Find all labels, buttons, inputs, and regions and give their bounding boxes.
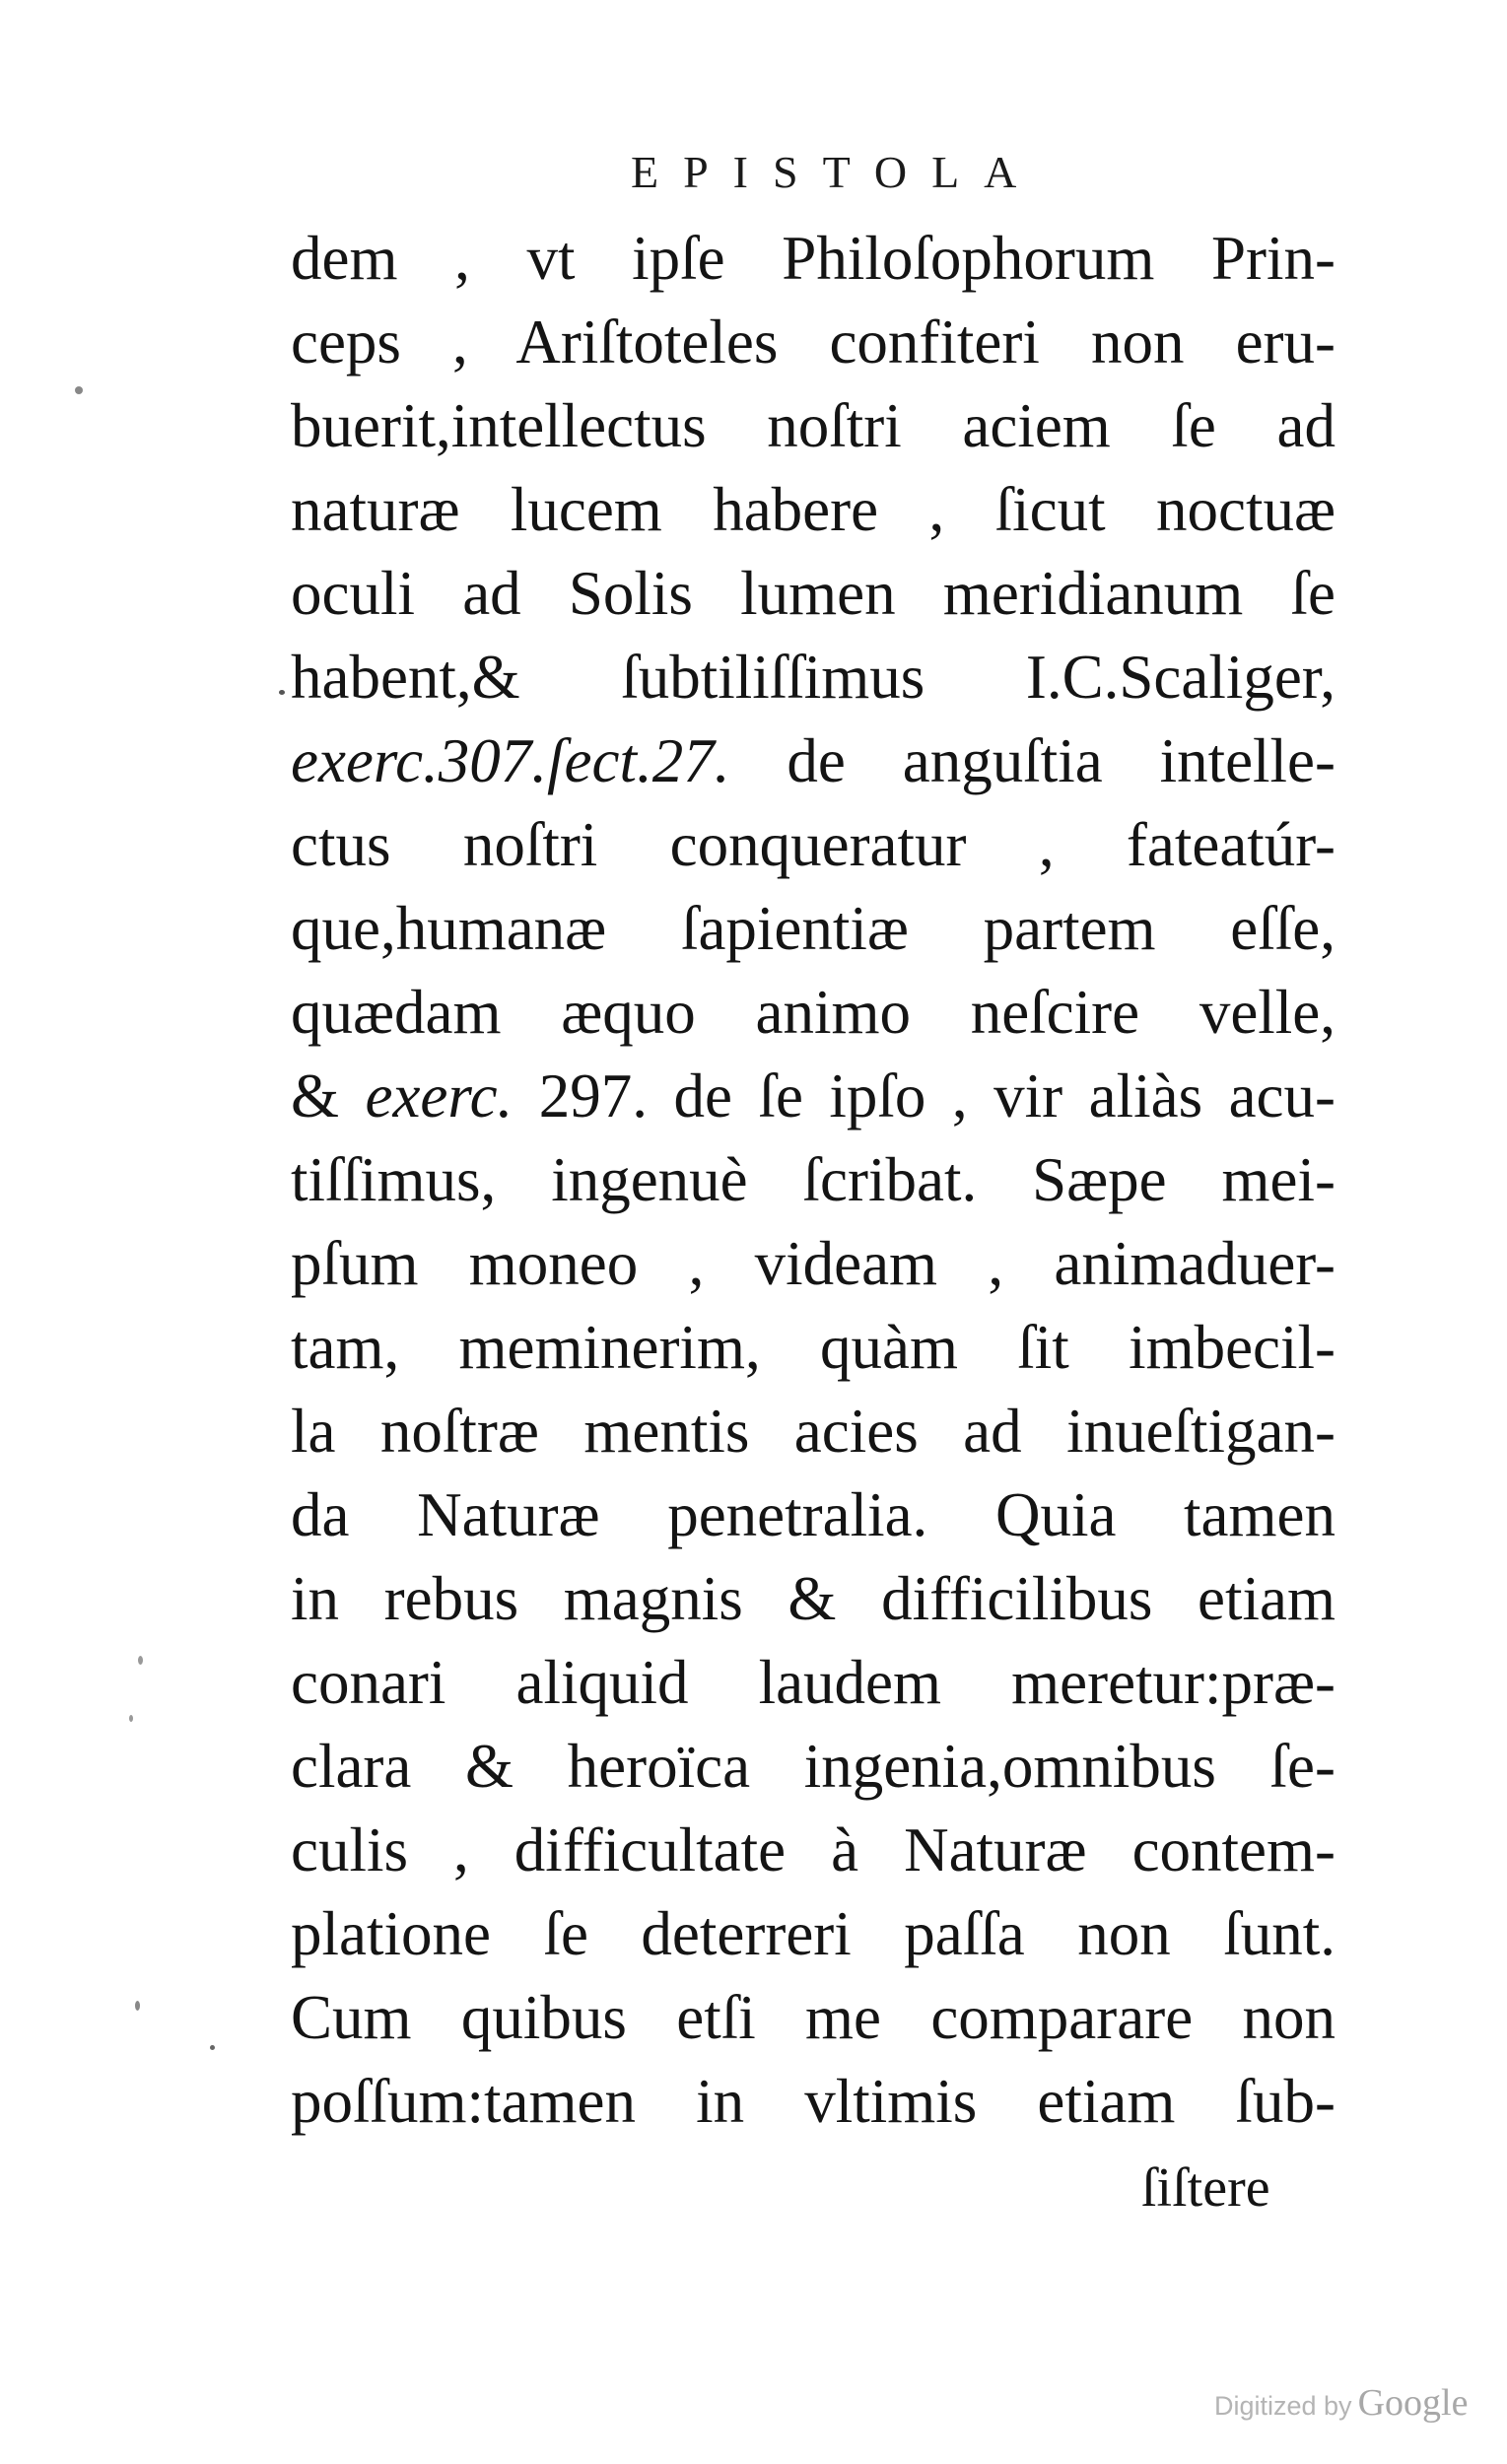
text-line [291, 1976, 1336, 2060]
text-run: ceps , Ariſtoteles confiteri non eru- [291, 308, 1336, 376]
text-line [291, 2060, 1336, 2144]
body-text [291, 217, 1336, 2144]
text-run: 297. de ſe ipſo , vir aliàs acu- [513, 1061, 1336, 1130]
text-line [291, 971, 1336, 1055]
text-run: dem , vt ipſe Philoſophorum Prin- [291, 224, 1336, 293]
text-line [291, 1809, 1336, 1892]
scan-speck [210, 2045, 215, 2050]
text-run: poſſum:tamen in vltimis etiam ſub- [291, 2067, 1336, 2136]
text-line [291, 1306, 1336, 1390]
text-line [291, 1725, 1336, 1809]
running-head: EPISTOLA [631, 147, 1042, 197]
text-italic-run: exerc. [365, 1061, 514, 1130]
text-run: in rebus magnis & difficilibus etiam [291, 1564, 1336, 1633]
text-run: de anguſtia intelle- [729, 726, 1336, 795]
text-run: que,humanæ ſapientiæ partem eſſe, [291, 894, 1336, 963]
text-run: & [291, 1061, 366, 1130]
text-run: naturæ lucem habere , ſicut noctuæ [291, 475, 1336, 544]
text-line [291, 552, 1336, 636]
text-run: tiſſimus, ingenuè ſcribat. Sæpe mei- [291, 1145, 1336, 1214]
scan-speck [129, 1715, 133, 1722]
catchword: ſiſtere [1141, 2157, 1270, 2219]
watermark-brand: Google [1357, 2382, 1469, 2424]
text-line [291, 1557, 1336, 1641]
text-line [291, 803, 1336, 887]
text-line [291, 636, 1336, 719]
scan-speck [75, 386, 83, 394]
digitization-watermark [1214, 2381, 1468, 2425]
text-line [291, 384, 1336, 468]
text-run: platione ſe deterreri paſſa non ſunt. [291, 1899, 1336, 1968]
text-run: tam, meminerim, quàm ſit imbecil- [291, 1313, 1336, 1382]
text-line [291, 217, 1336, 301]
text-line [291, 1892, 1336, 1976]
text-run: oculi ad Solis lumen meridianum ſe [291, 559, 1336, 628]
text-line [291, 1390, 1336, 1473]
text-line [291, 1641, 1336, 1725]
text-run: buerit,intellectus noſtri aciem ſe ad [291, 391, 1336, 460]
scan-speck [279, 690, 285, 695]
watermark-prefix: Digitized by [1214, 2391, 1352, 2421]
text-line [291, 719, 1336, 803]
text-line [291, 887, 1336, 971]
scan-speck [138, 1656, 143, 1665]
text-line [291, 1138, 1336, 1222]
text-run: la noſtræ mentis acies ad inueſtigan- [291, 1397, 1336, 1466]
text-line [291, 468, 1336, 552]
text-run: habent,& ſubtiliſſimus I.C.Scaliger, [291, 643, 1336, 712]
scan-speck [135, 2001, 140, 2011]
text-line [291, 1222, 1336, 1306]
text-run: culis , difficultate à Naturæ contem- [291, 1815, 1336, 1884]
text-run: clara & heroïca ingenia,omnibus ſe- [291, 1732, 1336, 1801]
text-italic-run: exerc.307.ſect.27. [291, 726, 730, 795]
text-run: ctus noſtri conqueratur , fateatúr- [291, 810, 1336, 879]
text-run: Cum quibus etſi me comparare non [291, 1983, 1336, 2052]
text-run: pſum moneo , videam , animaduer- [291, 1229, 1336, 1298]
text-run: da Naturæ penetralia. Quia tamen [291, 1480, 1336, 1549]
text-line [291, 301, 1336, 384]
text-run: conari aliquid laudem meretur:præ- [291, 1648, 1336, 1717]
text-line [291, 1055, 1336, 1138]
text-run: quædam æquo animo neſcire velle, [291, 978, 1336, 1047]
text-line [291, 1473, 1336, 1557]
